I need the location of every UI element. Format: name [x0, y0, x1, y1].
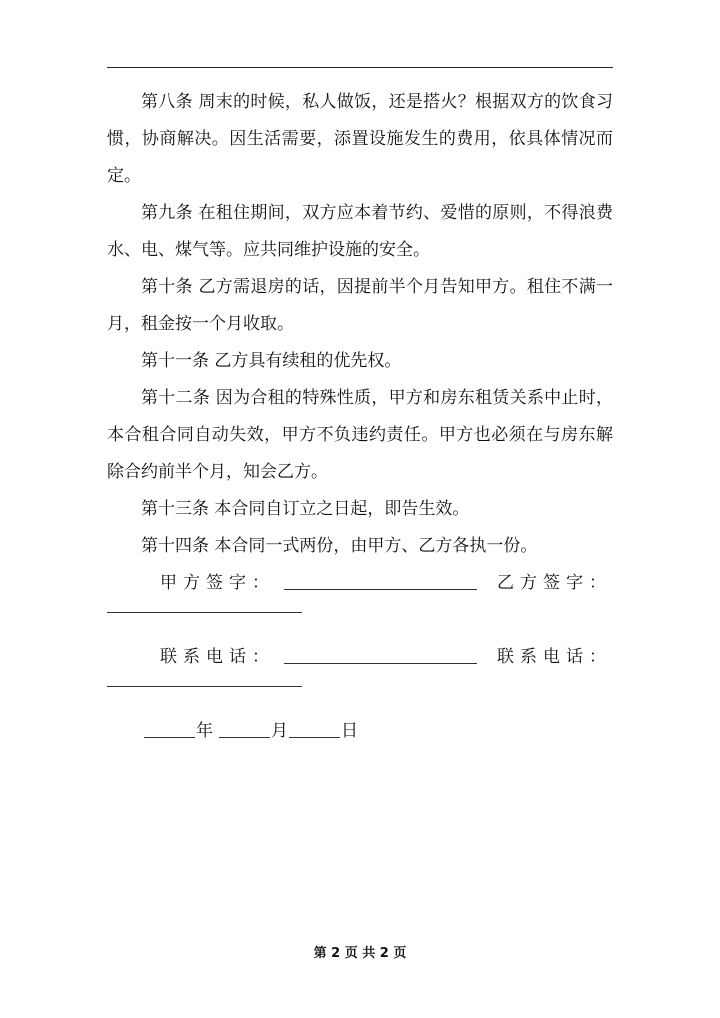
signature-row: [107, 565, 613, 602]
party-a-signature-label: 甲方签字：: [160, 573, 275, 593]
contract-body: [107, 84, 613, 750]
phone-row: [107, 639, 613, 676]
article-8: 第八条 周末的时候，私人做饭，还是搭火？根据双方的饮食习惯，协商解决。因生活需要，添置设施发生的费用，依具体情况而定。: [107, 92, 613, 186]
page-footer: 第 2 页 共 2 页: [313, 946, 407, 961]
month-label: 月: [271, 721, 288, 741]
article-10: 第十条 乙方需退房的话，因提前半个月告知甲方。租住不满一月，租金按一个月收取。: [107, 277, 613, 334]
month-blank: [219, 737, 270, 738]
party-a-signature-blank: [284, 589, 477, 590]
day-blank: [289, 737, 340, 738]
article-9: 第九条 在租住期间，双方应本着节约、爱惜的原则，不得浪费水、电、煤气等。应共同维护设施的安全。: [107, 203, 613, 260]
party-b-phone-blank: [107, 686, 302, 687]
party-a-phone-blank: [284, 663, 477, 664]
party-a-phone-label: 联系电话：: [160, 647, 275, 667]
header-rule: [107, 67, 613, 68]
article-13: 第十三条 本合同自订立之日起，即告生效。: [141, 499, 470, 519]
article-12: 第十二条 因为合租的特殊性质，甲方和房东租赁关系中止时，本合租合同自动失效，甲方不负违约责任。甲方也必须在与房东解除合约前半个月，知会乙方。: [107, 388, 613, 482]
party-b-signature-label: 乙方签字：: [497, 573, 612, 593]
party-b-signature-blank-row: [107, 602, 613, 639]
party-b-phone-label: 联系电话：: [497, 647, 612, 667]
day-label: 日: [341, 721, 358, 741]
year-blank: [144, 737, 195, 738]
year-label: 年: [196, 721, 213, 741]
date-row: [107, 713, 613, 750]
article-14: 第十四条 本合同一式两份，由甲方、乙方各执一份。: [141, 536, 538, 556]
party-b-signature-blank: [107, 612, 302, 613]
party-b-phone-blank-row: [107, 676, 613, 713]
article-11: 第十一条 乙方具有续租的优先权。: [141, 351, 402, 371]
